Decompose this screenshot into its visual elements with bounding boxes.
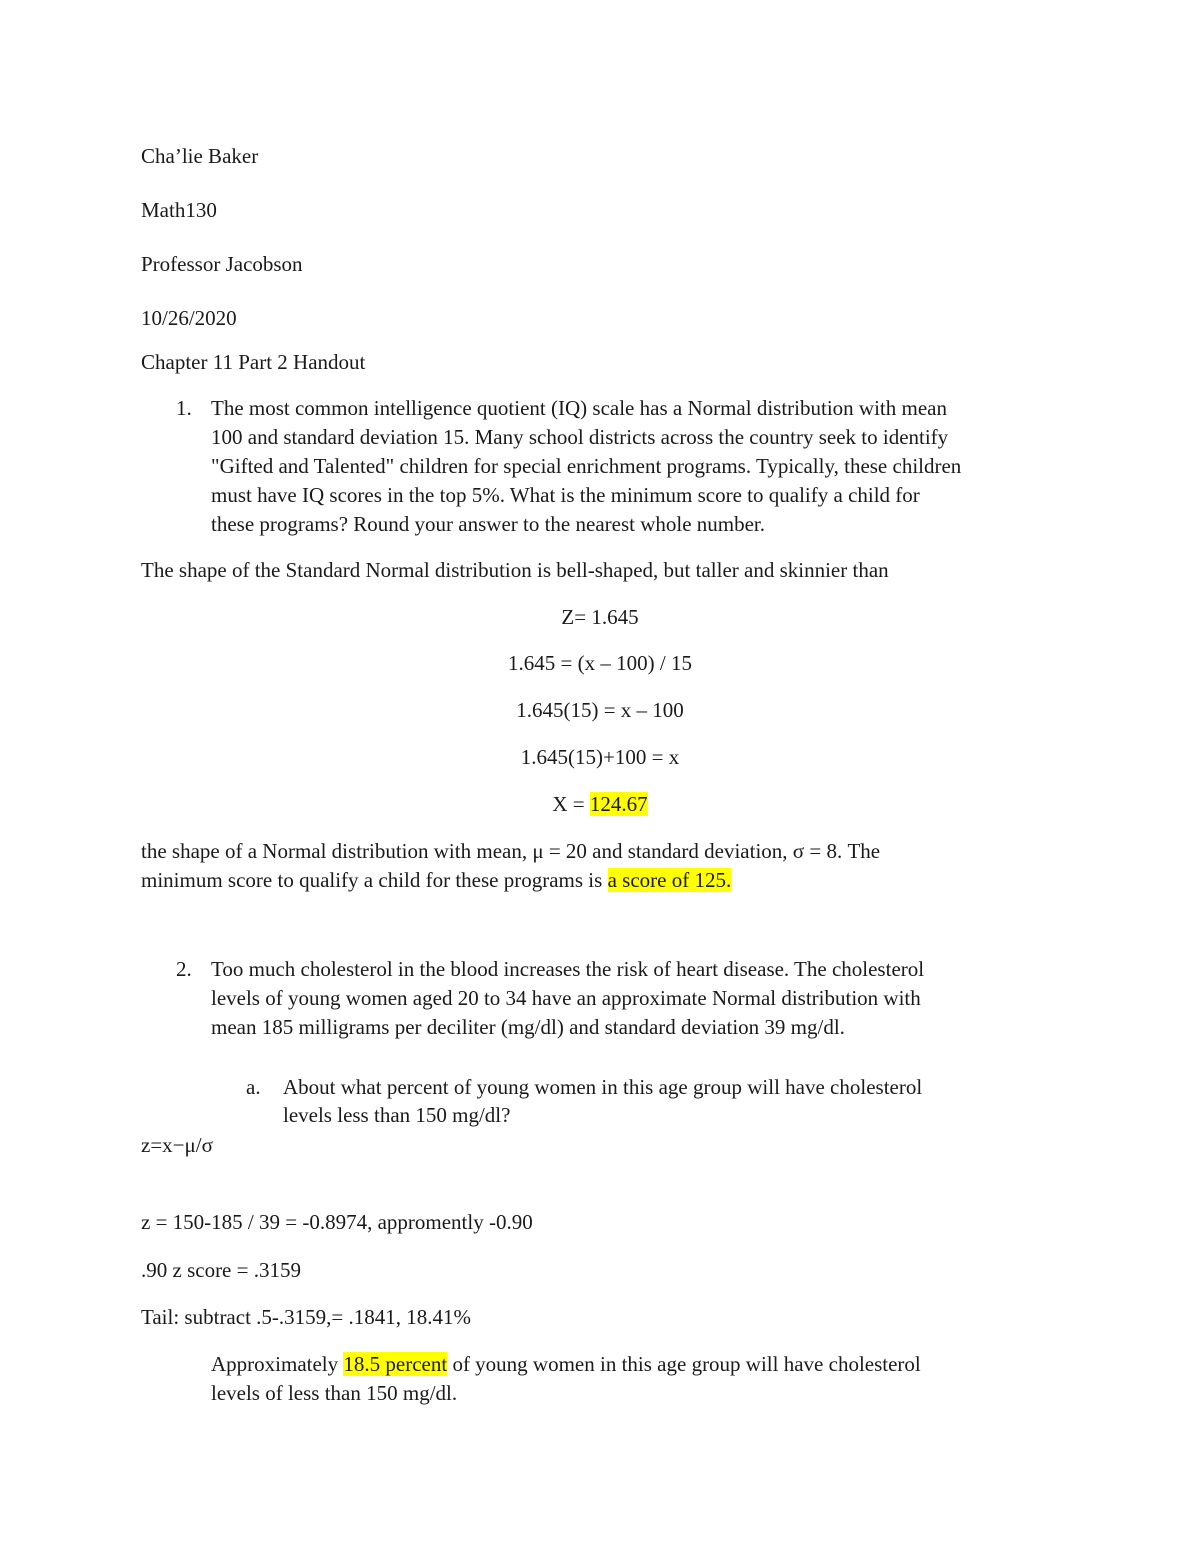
q2-answer-highlight: 18.5 percent [343,1352,448,1376]
q1-text-line-3: "Gifted and Talented" children for special enrichment programs. Typically, these children [211,454,962,478]
student-name: Cha’lie Baker [141,144,259,168]
q1-equation-5 [0,790,1200,819]
q2-answer-line-2: levels of less than 150 mg/dl. [211,1381,458,1405]
q2a-label: a. [246,1075,261,1099]
q2-text-line-1: Too much cholesterol in the blood increases the risk of heart disease. The cholesterol [211,957,925,981]
q2a-text-line-1: About what percent of young women in this age group will have cholesterol [283,1075,923,1099]
q1-conclusion-line-1: the shape of a Normal distribution with mean, μ = 20 and standard deviation, σ = 8. The [141,839,881,863]
document-date: 10/26/2020 [141,306,237,330]
q1-conclusion-line-2 [141,866,731,895]
document-title: Chapter 11 Part 2 Handout [141,350,366,374]
q1-text-line-5: these programs? Round your answer to the nearest whole number. [211,512,766,536]
q2-text-line-3: mean 185 milligrams per deciliter (mg/dl) and standard deviation 39 mg/dl. [211,1015,845,1039]
q1-equation-3: 1.645(15) = x – 100 [516,698,684,722]
q2-answer-prefix: Approximately [211,1352,344,1376]
q2-answer-line-1 [211,1350,921,1379]
professor-name: Professor Jacobson [141,252,303,276]
q2-calc-line-3: Tail: subtract .5-.3159,= .1841, 18.41% [141,1305,471,1329]
q1-eq5-prefix: X = [552,792,590,816]
q1-number: 1. [176,396,192,420]
q1-text-line-1: The most common intelligence quotient (IQ) scale has a Normal distribution with mean [211,396,947,420]
q2-number: 2. [176,957,192,981]
q1-equation-4: 1.645(15)+100 = x [520,745,680,769]
q2-calc-line-1: z = 150-185 / 39 = -0.8974, appromently -0.90 [141,1210,533,1234]
q1-shape-line: The shape of the Standard Normal distribution is bell-shaped, but taller and skinnier than [141,558,889,582]
q1-answer-highlight: a score of 125. [607,868,732,892]
q1-conclusion-prefix: minimum score to qualify a child for these programs is [141,868,608,892]
q1-text-line-2: 100 and standard deviation 15. Many school districts across the country seek to identify [211,425,949,449]
q2a-text-line-2: levels less than 150 mg/dl? [283,1103,511,1127]
q2-answer-suffix: of young women in this age group will have cholesterol [447,1352,921,1376]
q1-text-line-4: must have IQ scores in the top 5%. What is the minimum score to qualify a child for [211,483,920,507]
q2-formula: z=x−μ/σ [141,1133,213,1157]
q2-calc-line-2: .90 z score = .3159 [141,1258,301,1282]
q2-text-line-2: levels of young women aged 20 to 34 have an approximate Normal distribution with [211,986,921,1010]
q1-eq5-value-highlight: 124.67 [589,792,648,816]
course-name: Math130 [141,198,217,222]
q1-equation-1: Z= 1.645 [561,605,639,629]
q1-equation-2: 1.645 = (x – 100) / 15 [508,651,692,675]
